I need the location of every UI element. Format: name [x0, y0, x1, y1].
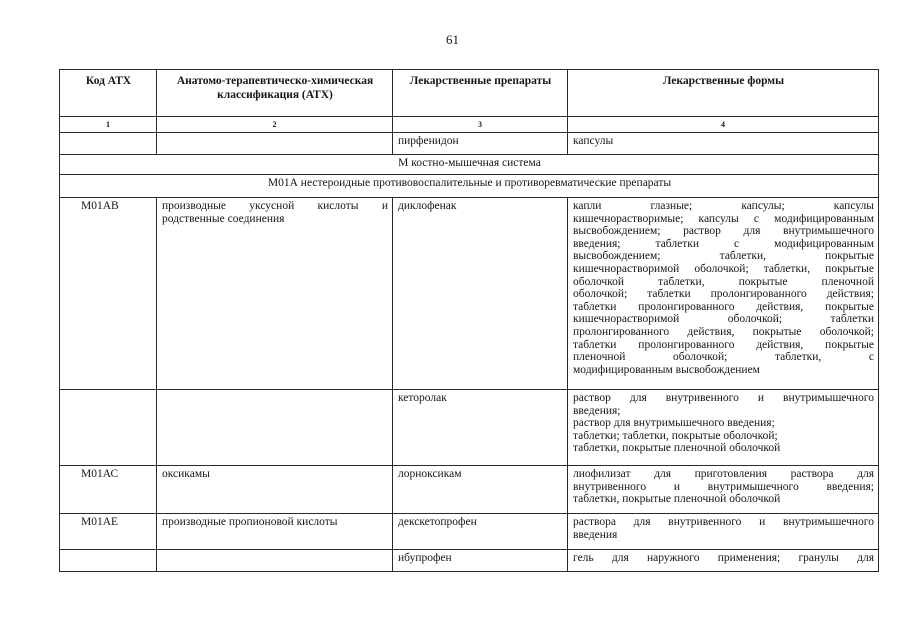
- row-drug: декскетопрофен: [393, 514, 568, 550]
- row-classification: производные пропионовой кислоты: [157, 514, 393, 550]
- row-forms: [568, 198, 879, 390]
- section-heading-m: М костно-мышечная система: [60, 155, 879, 175]
- forms-line: кишечнорастворимой оболочкой; таблетки: [573, 313, 874, 326]
- row-classification: [157, 550, 393, 572]
- row-classification: оксикамы: [157, 466, 393, 514]
- header-classification: Анатомо-терапевтическо-химическая классификация (АТХ): [157, 70, 393, 117]
- forms-line: пролонгированного действия, покрытые оболочкой;: [573, 325, 874, 338]
- header-code: Код АТХ: [60, 70, 157, 117]
- header-forms: Лекарственные формы: [568, 70, 879, 117]
- forms-line: таблетки; таблетки, покрытые оболочкой;: [573, 429, 778, 442]
- row-classification: производные уксусной кислоты и родственные соединения: [157, 198, 393, 390]
- forms-line: модифицированным высвобождением: [573, 363, 760, 376]
- forms-line: раствор для внутривенного и внутримышечного: [573, 392, 874, 404]
- row-drug: пирфенидон: [393, 133, 568, 155]
- forms-line: раствора для внутривенного и внутримышечного: [573, 516, 874, 528]
- forms-line: раствор для внутримышечного введения;: [573, 417, 775, 430]
- page-number: 61: [446, 32, 459, 47]
- forms-line: таблетки, покрытые пленочной оболочкой: [573, 442, 781, 455]
- row-forms: капсулы: [568, 133, 879, 155]
- forms-line: капли глазные; капсулы; капсулы: [573, 200, 874, 212]
- forms-line: таблетки, покрытые пленочной оболочкой: [573, 493, 781, 506]
- section-heading-m01a: М01А нестероидные противовоспалительные и противоревматические препараты: [60, 175, 879, 198]
- forms-line: таблетки пролонгированного действия, покрытые: [573, 300, 874, 313]
- forms-line: кишечнорастворимой оболочкой; таблетки, покрытые: [573, 262, 874, 275]
- table-row: [60, 390, 879, 466]
- table-row: [60, 466, 879, 514]
- table-row: [60, 514, 879, 550]
- table-header-row: [60, 70, 879, 117]
- forms-line: внутривенного и внутримышечного введения;: [573, 480, 874, 493]
- table-row: [60, 133, 879, 155]
- table-row: [60, 198, 879, 390]
- forms-line: оболочкой таблетки, покрытые пленочной: [573, 275, 874, 288]
- column-number-2: 2: [157, 117, 393, 133]
- forms-line: введения: [573, 528, 618, 541]
- column-number-row: [60, 117, 879, 133]
- header-drugs: Лекарственные препараты: [393, 70, 568, 117]
- row-forms: [568, 390, 879, 466]
- row-drug: кеторолак: [393, 390, 568, 466]
- forms-line: оболочкой; таблетки пролонгированного действия;: [573, 288, 874, 301]
- row-forms: [568, 514, 879, 550]
- row-code: [60, 390, 157, 466]
- row-classification: [157, 133, 393, 155]
- forms-line: высвобождением; таблетки, покрытые: [573, 250, 874, 263]
- forms-line: лиофилизат для приготовления раствора для: [573, 468, 874, 480]
- forms-line: таблетки пролонгированного действия, покрытые: [573, 338, 874, 351]
- row-drug: лорноксикам: [393, 466, 568, 514]
- row-code: [60, 133, 157, 155]
- forms-line: введения;: [573, 404, 621, 417]
- table-row: [60, 550, 879, 572]
- section-row: [60, 175, 879, 198]
- column-number-3: 3: [393, 117, 568, 133]
- row-drug: ибупрофен: [393, 550, 568, 572]
- forms-line: высвобождением; раствор для внутримышечного: [573, 225, 874, 238]
- row-code: [60, 550, 157, 572]
- row-code: М01АС: [60, 466, 157, 514]
- section-row: [60, 155, 879, 175]
- column-number-4: 4: [568, 117, 879, 133]
- row-code: М01АВ: [60, 198, 157, 390]
- row-code: М01АЕ: [60, 514, 157, 550]
- forms-line: введения; таблетки с модифицированным: [573, 237, 874, 250]
- column-number-1: 1: [60, 117, 157, 133]
- forms-line: кишечнорастворимые; капсулы с модифицированным: [573, 212, 874, 225]
- row-classification: [157, 390, 393, 466]
- forms-line: гель для наружного применения; гранулы для: [573, 552, 874, 564]
- row-forms: [568, 550, 879, 572]
- row-forms: [568, 466, 879, 514]
- atx-table: [59, 69, 879, 572]
- row-drug: диклофенак: [393, 198, 568, 390]
- forms-line: пленочной оболочкой; таблетки, с: [573, 351, 874, 364]
